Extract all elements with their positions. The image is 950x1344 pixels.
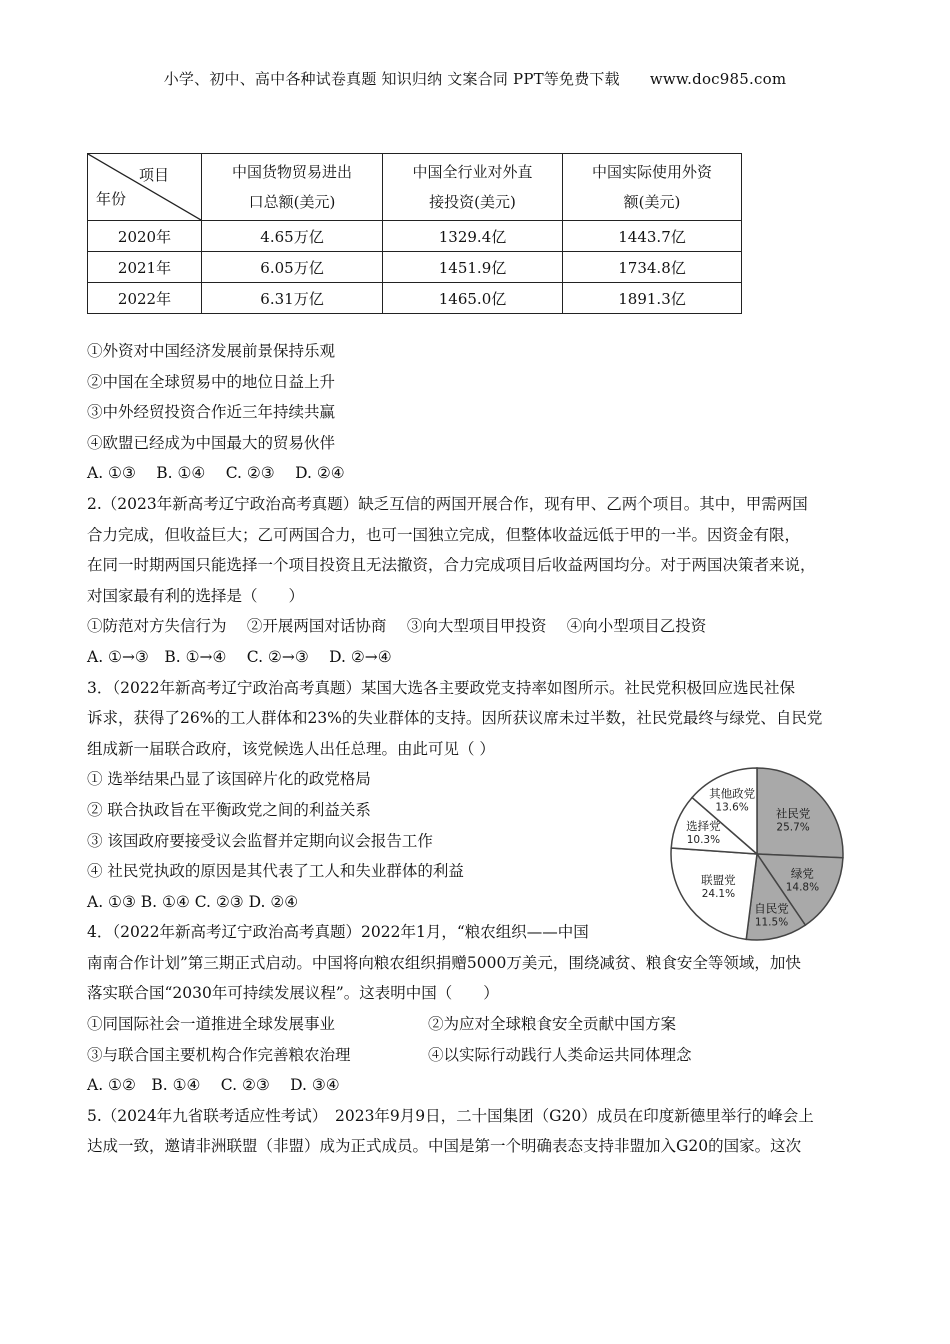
option-line: ④欧盟已经成为中国最大的贸易伙伴 [87,433,336,452]
pie-label-name: 联盟党 [701,872,736,887]
pie-label-name: 其他政党 [709,786,756,801]
question-2-line: 在同一时期两国只能选择一个项目投资且无法撤资，合力完成项目后收益两国均分。对于两国决策者来说， [87,556,816,575]
option-line: ③与联合国主要机构合作完善粮农治理 ④以实际行动践行人类命运共同体理念 [87,1045,692,1064]
cell-year: 2022年 [88,283,202,314]
pie-label-value: 25.7% [776,821,810,834]
question-4-line: 4．（2022年新高考辽宁政治高考真题）2022年1月，“粮农组织——中国 [87,923,589,942]
option-line: ② 联合执政旨在平衡政党之间的利益关系 [87,800,371,819]
option-line: ③ 该国政府要接受议会监督并定期向议会报告工作 [87,831,433,850]
table-row [88,283,742,314]
table-row [88,221,742,252]
pie-label-name: 绿党 [790,866,814,881]
cell-trade: 4.65万亿 [202,221,383,252]
pie-label-value: 11.5% [754,916,789,929]
answer-choices: A. ①→③ B. ①→④ C. ②→③ D. ②→④ [87,647,392,666]
pie-label-name: 选择党 [686,818,721,833]
question-3-line: 3．（2022年新高考辽宁政治高考真题）某国大选各主要政党支持率如图所示。社民党积极回应选民社保 [87,678,796,697]
option-line: ①外资对中国经济发展前景保持乐观 [87,342,336,360]
data-table [87,153,742,314]
column-header-line: 口总额(美元) [248,193,336,211]
cell-fdi: 1734.8亿 [563,252,742,283]
answer-choices: A. ①③ B. ①④ C. ②③ D. ②④ [87,892,299,911]
question-2-line: 对国家最有利的选择是（ ） [87,586,305,605]
cell-trade: 6.05万亿 [202,252,383,283]
answer-choices: A. ①③ B. ①④ C. ②③ D. ②④ [87,464,345,483]
table-header-row [88,154,742,221]
corner-item-label: 项目 [138,166,169,184]
column-header-odi [383,154,563,221]
option-line: ① 选举结果凸显了该国碎片化的政党格局 [87,770,371,789]
option-line: ①同国际社会一道推进全球发展事业 ②为应对全球粮食安全贡献中国方案 [87,1015,677,1034]
header-site: www.doc985.com [649,70,787,88]
question-4-line: 落实联合国“2030年可持续发展议程”。这表明中国（ ） [87,984,499,1003]
pie-label-value: 24.1% [701,887,736,900]
column-header-line: 中国全行业对外直 [412,163,533,181]
cell-odi: 1465.0亿 [383,283,563,314]
question-text [87,336,867,1162]
cell-year: 2020年 [88,221,202,252]
question-3-line: 诉求，获得了26%的工人群体和23%的失业群体的支持。因所获议席未过半数，社民党最终与绿党、自民党 [87,709,823,728]
table-row [88,252,742,283]
question-2-line: 合力完成，但收益巨大；乙可两国合力，也可一国独立完成，但整体收益远低于甲的一半。因资金有限， [87,525,801,544]
pie-label-value: 13.6% [715,801,749,814]
cell-odi: 1329.4亿 [383,221,563,252]
option-line: ②中国在全球贸易中的地位日益上升 [87,372,336,391]
column-header-line: 中国实际使用外资 [591,163,712,181]
cell-odi: 1451.9亿 [383,252,563,283]
column-header-trade [202,154,383,221]
corner-year-label: 年份 [96,190,127,208]
column-header-line: 中国货物贸易进出 [231,163,352,181]
pie-label-value: 14.8% [785,881,820,894]
option-line: ④ 社民党执政的原因是其代表了工人和失业群体的利益 [87,862,464,881]
column-header-line: 接投资(美元) [429,193,516,211]
option-line: ①防范对方失信行为 ②开展两国对话协商 ③向大型项目甲投资 ④向小型项目乙投资 [87,617,707,636]
option-line: ③中外经贸投资合作近三年持续共赢 [87,403,336,422]
question-5-line: 5.（2024年九省联考适应性考试） 2023年9月9日，二十国集团（G20）成员在印度新德里举行的峰会上 [87,1106,814,1125]
pie-label-name: 社民党 [775,806,811,821]
party-support-pie-chart [668,765,846,943]
question-2-line: 2.（2023年新高考辽宁政治高考真题）缺乏互信的两国开展合作，现有甲、乙两个项目。其中，甲需两国 [87,494,808,513]
column-header-line: 额(美元) [623,193,681,211]
question-3-line: 组成新一届联合政府，该党候选人出任总理。由此可见（ ） [87,739,495,758]
table-corner-cell [88,154,202,221]
cell-trade: 6.31万亿 [202,283,383,314]
header-text: 小学、初中、高中各种试卷真题 知识归纳 文案合同 PPT等免费下载 [163,70,620,88]
page-header [0,68,950,89]
question-5-line: 达成一致，邀请非洲联盟（非盟）成为正式成员。中国是第一个明确表态支持非盟加入G20的国家。这次 [87,1137,802,1156]
cell-year: 2021年 [88,252,202,283]
answer-choices: A. ①② B. ①④ C. ②③ D. ③④ [87,1076,340,1095]
pie-label-value: 10.3% [686,833,721,846]
question-4-line: 南南合作计划”第三期正式启动。中国将向粮农组织捐赠5000万美元，围绕减贫、粮食安全等领域，加快 [87,953,801,972]
column-header-fdi [563,154,742,221]
cell-fdi: 1443.7亿 [563,221,742,252]
pie-label-name: 自民党 [754,901,789,916]
cell-fdi: 1891.3亿 [563,283,742,314]
